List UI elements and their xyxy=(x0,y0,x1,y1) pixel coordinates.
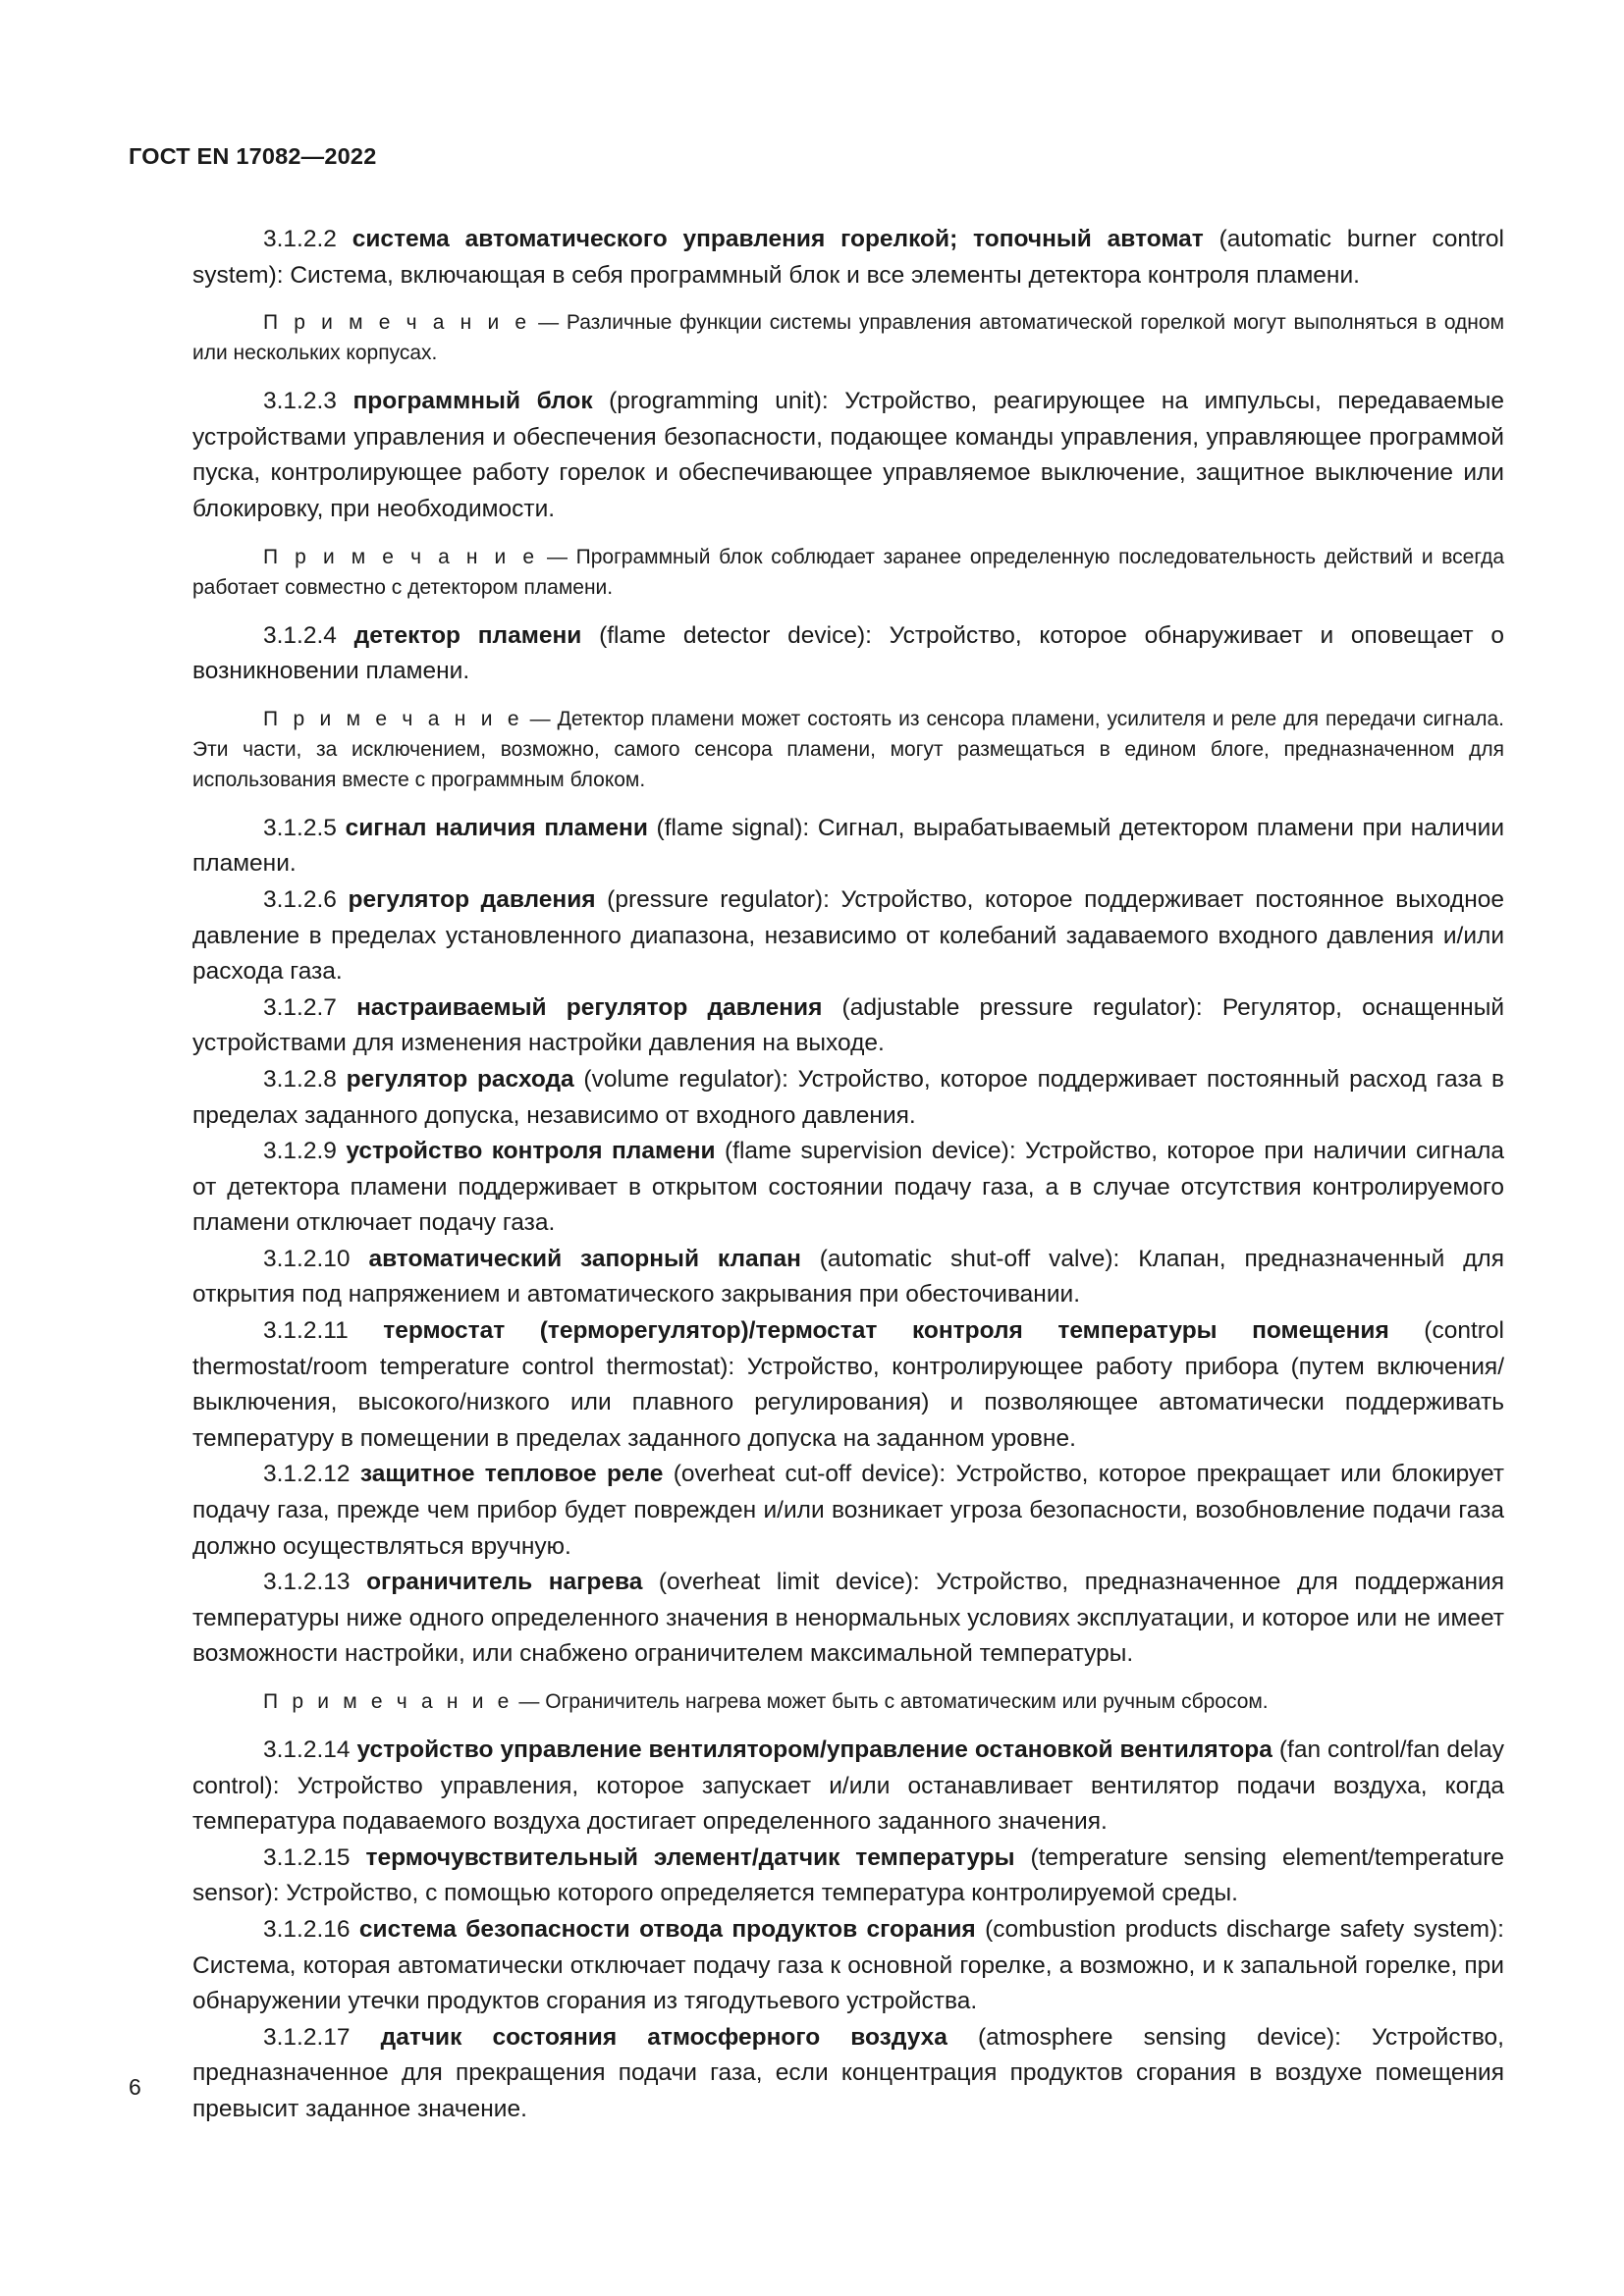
note-text: Ограничитель нагрева может быть с автоматическим или ручным сбросом. xyxy=(545,1690,1269,1713)
note-after-clause-3-1-2-3 xyxy=(192,542,1504,603)
clause-body: (automatic shut-off valve): Клапан, предназначенный для открытия под напряжением и автоматического закрывания при обесточивании. xyxy=(192,1245,1504,1308)
clause-body: (flame detector device): Устройство, которое обнаруживает и оповещает о возникновении пламени. xyxy=(192,621,1504,685)
note-dash: — xyxy=(513,1690,546,1713)
clause-body: (automatic burner control system): Система, включающая в себя программный блок и все элементы детектора контроля пламени. xyxy=(192,226,1504,289)
note-after-clause-3-1-2-2 xyxy=(192,307,1504,368)
clause-number: 3.1.2.6 xyxy=(263,885,349,913)
clause-term: регулятор давления xyxy=(348,885,596,913)
note-dash: — xyxy=(538,545,576,568)
page-number: 6 xyxy=(129,2074,141,2100)
clause-term: защитное тепловое реле xyxy=(359,1461,664,1488)
clause-3-1-2-10 xyxy=(192,1242,1504,1313)
clause-term: устройство управление вентилятором/управление остановкой вентилятора xyxy=(356,1736,1272,1763)
clause-3-1-2-3 xyxy=(192,384,1504,527)
clause-number: 3.1.2.3 xyxy=(263,388,353,415)
clause-number: 3.1.2.13 xyxy=(263,1569,367,1596)
clause-number: 3.1.2.16 xyxy=(263,1915,359,1943)
clause-term: ограничитель нагрева xyxy=(366,1569,643,1596)
note-after-clause-3-1-2-4 xyxy=(192,704,1504,795)
clause-number: 3.1.2.9 xyxy=(263,1138,347,1165)
clause-body: (flame signal): Сигнал, вырабатываемый детектором пламени при наличии пламени. xyxy=(192,814,1505,878)
clause-term: термочувствительный элемент/датчик температуры xyxy=(365,1843,1015,1871)
note-text: Программный блок соблюдает заранее определенную последовательность действий и всегда работает совместно с детектором пламени. xyxy=(192,545,1505,599)
clause-number: 3.1.2.11 xyxy=(263,1317,384,1345)
note-label: П р и м е ч а н и е xyxy=(263,311,531,335)
note-label: П р и м е ч а н и е xyxy=(263,545,539,568)
note-text: Детектор пламени может состоять из сенсора пламени, усилителя и реле для передачи сигнала. Эти части, за исключением, возможно, самого сенсора пламени, могут размещаться в едином блоге, предназначенном для использования вместе с программным блоком. xyxy=(192,707,1505,791)
clause-number: 3.1.2.12 xyxy=(263,1461,360,1488)
clause-3-1-2-11 xyxy=(192,1313,1504,1457)
clause-3-1-2-8 xyxy=(192,1062,1504,1134)
clause-body: (control thermostat/room temperature control thermostat): Устройство, контролирующее работу прибора (путем включения/выключения, высокого/низкого или плавного регулирования) и позволяющее автоматически поддерживать температуру в помещении в пределах заданного допуска на заданном уровне. xyxy=(192,1317,1504,1452)
clause-term: автоматический запорный клапан xyxy=(368,1245,801,1272)
clause-number: 3.1.2.4 xyxy=(263,621,354,649)
note-dash: — xyxy=(530,311,567,335)
note-after-clause-3-1-2-13 xyxy=(192,1686,1504,1717)
note-label: П р и м е ч а н и е xyxy=(263,1690,514,1713)
clause-term: система безопасности отвода продуктов сгорания xyxy=(358,1915,976,1943)
clause-body: (programming unit): Устройство, реагирующее на импульсы, передаваемые устройствами управления и обеспечения безопасности, подающее команды управления, управляющее программой пуска, контролирующее работу горелок и обеспечивающее управляемое выключение, защитное выключение или блокировку, при необходимости. xyxy=(192,388,1504,522)
clause-number: 3.1.2.2 xyxy=(263,226,352,252)
clause-3-1-2-14 xyxy=(192,1733,1504,1841)
clause-number: 3.1.2.5 xyxy=(263,814,346,841)
clause-number: 3.1.2.14 xyxy=(263,1736,357,1763)
clause-3-1-2-7 xyxy=(192,990,1504,1062)
clause-body: (volume regulator): Устройство, которое поддерживает постоянный расход газа в пределах заданного допуска, независимо от входного давления. xyxy=(192,1065,1505,1129)
clause-body: (atmosphere sensing device): Устройство, предназначенное для прекращения подачи газа, если концентрация продуктов сгорания в воздухе помещения превысит заданное значение. xyxy=(192,2023,1504,2122)
note-label: П р и м е ч а н и е xyxy=(263,707,523,730)
clause-3-1-2-17 xyxy=(192,2020,1504,2128)
clause-number: 3.1.2.7 xyxy=(263,993,357,1021)
clause-body: (flame supervision device): Устройство, которое при наличии сигнала от детектора пламени поддерживает в открытом состоянии подачу газа, а в случае отсутствия контролируемого пламени отключает подачу газа. xyxy=(192,1138,1504,1237)
page-header: ГОСТ EN 17082—2022 xyxy=(129,143,377,169)
clause-number: 3.1.2.15 xyxy=(263,1843,366,1871)
clause-term: детектор пламени xyxy=(353,621,582,649)
clause-number: 3.1.2.17 xyxy=(263,2023,381,2051)
clause-term: сигнал наличия пламени xyxy=(345,814,648,841)
clause-body: (combustion products discharge safety system): Система, которая автоматически отключает подачу газа к основной горелке, а возможно, и к запальной горелке, при обнаружении утечки продуктов сгорания из тягодутьевого устройства. xyxy=(192,1915,1504,2015)
clause-3-1-2-12 xyxy=(192,1457,1504,1565)
clause-3-1-2-16 xyxy=(192,1912,1504,2020)
clause-body: (adjustable pressure regulator): Регулятор, оснащенный устройствами для изменения настройки давления на выходе. xyxy=(192,993,1505,1057)
clause-3-1-2-2 xyxy=(192,222,1504,294)
clause-term: датчик состояния атмосферного воздуха xyxy=(380,2023,947,2051)
clause-body: (overheat limit device): Устройство, предназначенное для поддержания температуры ниже одного определенного значения в ненормальных условиях эксплуатации, и которое или не имеет возможности настройки, или снабжено ограничителем максимальной температуры. xyxy=(192,1569,1505,1668)
note-text: Различные функции системы управления автоматической горелкой могут выполняться в одном или нескольких корпусах. xyxy=(192,311,1505,365)
clause-3-1-2-13 xyxy=(192,1565,1504,1673)
clause-3-1-2-4 xyxy=(192,618,1504,690)
clause-term: система автоматического управления горелкой; топочный автомат xyxy=(352,226,1204,252)
clause-number: 3.1.2.8 xyxy=(263,1065,347,1093)
clause-3-1-2-6 xyxy=(192,882,1504,990)
clause-body: (pressure regulator): Устройство, которое поддерживает постоянное выходное давление в пределах установленного диапазона, независимо от колебаний задаваемого входного давления и/или расхода газа. xyxy=(192,885,1504,986)
clause-term: настраиваемый регулятор давления xyxy=(356,993,823,1021)
clause-body: (temperature sensing element/temperature sensor): Устройство, с помощью которого определяется температура контролируемой среды. xyxy=(192,1843,1505,1907)
clause-body: (fan control/fan delay control): Устройство управления, которое запускает и/или останавливает вентилятор подачи воздуха, когда температура подаваемого воздуха достигает определенного заданного значения. xyxy=(192,1736,1504,1836)
clause-term: регулятор расхода xyxy=(346,1065,574,1093)
clause-3-1-2-9 xyxy=(192,1134,1504,1242)
clause-term: программный блок xyxy=(352,388,593,415)
clause-term: устройство контроля пламени xyxy=(346,1138,716,1165)
clause-body: (overheat cut-off device): Устройство, которое прекращает или блокирует подачу газа, прежде чем прибор будет поврежден и/или возникает угроза безопасности, возобновление подачи газа должно осуществляться вручную. xyxy=(192,1461,1504,1560)
page-content xyxy=(192,222,1504,2128)
clause-3-1-2-15 xyxy=(192,1841,1504,1912)
clause-number: 3.1.2.10 xyxy=(263,1245,369,1272)
clause-term: термостат (терморегулятор)/термостат контроля температуры помещения xyxy=(383,1317,1389,1345)
note-dash: — xyxy=(522,707,558,730)
clause-3-1-2-5 xyxy=(192,811,1504,882)
